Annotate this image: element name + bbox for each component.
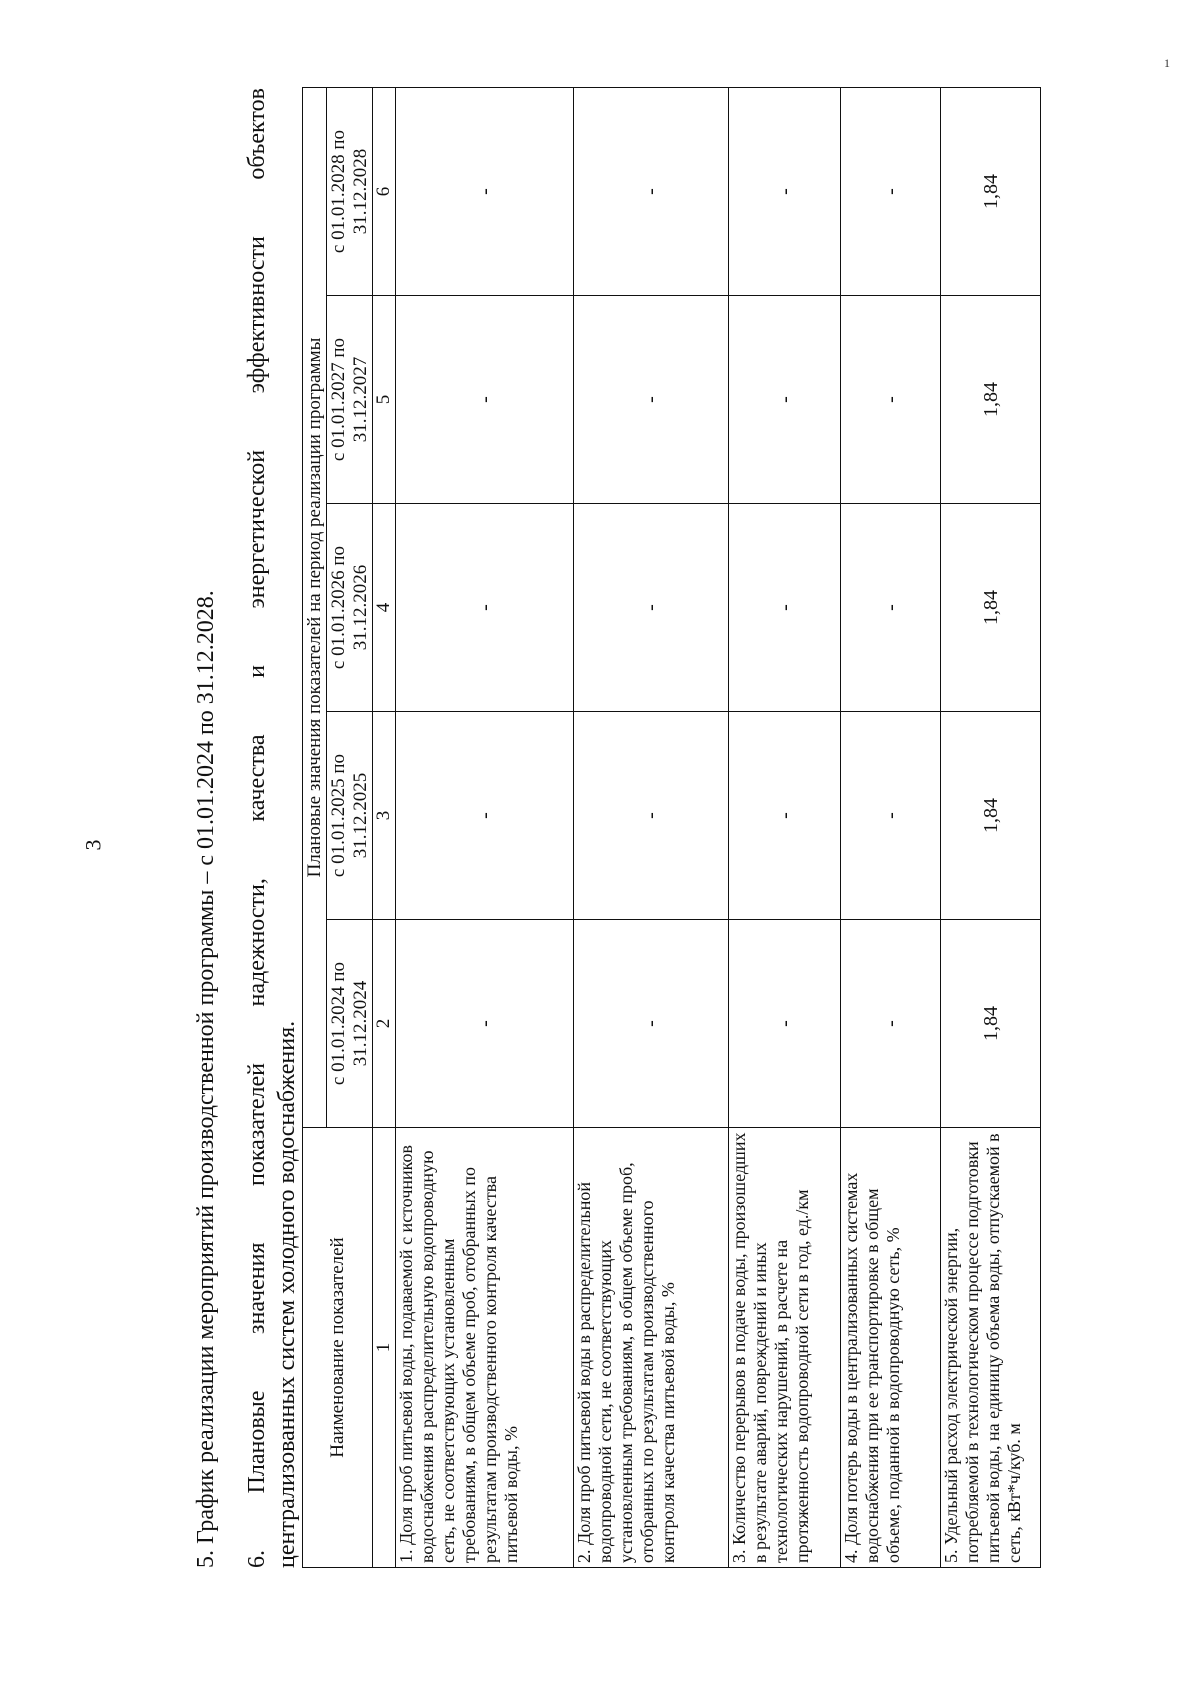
section-6-word: 6. [244,1550,270,1568]
page-number: 3 [80,839,106,851]
indicators-table [302,87,1041,1568]
indicator-value: 1,84 [941,88,1041,296]
header-period: с 01.01.2028 по 31.12.2028 [327,88,373,296]
indicator-name: 1. Доля проб питьевой воды, подаваемой с источников водоснабжения в распределительную водопроводную сеть, не соответствующих установленным требованиям, в общем объеме проб, отобранных по результатам производственного контроля качества питьевой воды, % [396,1128,574,1568]
indicator-name: 2. Доля проб питьевой воды в распределительной водопроводной сети, не соответствующих установленным требованиям, в общем объеме проб, отобранных по результатам производственного контроля качества питьевой воды, % [574,1128,729,1568]
indicator-name: 3. Количество перерывов в подаче воды, произошедших в результате аварий, повреждений и иных технологических нарушений, в расчете на протяженность водопроводной сети в год, ед./км [729,1128,841,1568]
header-plan-values: Плановые значения показателей на период реализации программы [303,88,327,1128]
header-period: с 01.01.2025 по 31.12.2025 [327,712,373,920]
indicator-value: - [396,712,574,920]
column-number: 2 [373,920,396,1128]
rotated-content [190,88,1090,1568]
section-6-word: объектов [244,88,270,180]
section-6-heading [242,88,302,1568]
section-6-word: энергетической [244,449,270,609]
header-period: с 01.01.2027 по 31.12.2027 [327,296,373,504]
table-row [574,88,729,1568]
indicator-value: - [574,88,729,296]
column-number: 6 [373,88,396,296]
table-header-row [303,88,327,1568]
indicator-value: - [729,296,841,504]
table-row [841,88,941,1568]
indicator-value: - [574,712,729,920]
indicator-value: - [841,296,941,504]
section-6-line-1 [242,88,272,1568]
indicator-value: - [841,88,941,296]
column-number: 4 [373,504,396,712]
section-6-line-2: централизованных систем холодного водоснабжения. [274,1020,300,1568]
header-period: с 01.01.2024 по 31.12.2024 [327,920,373,1128]
indicator-value: - [729,920,841,1128]
header-indicator-name: Наименование показателей [303,1128,373,1568]
section-6-word: Плановые [244,1390,270,1494]
indicator-value: - [729,504,841,712]
indicator-value: - [396,920,574,1128]
table-row [396,88,574,1568]
section-6-word: и [244,665,270,678]
indicator-value: - [574,920,729,1128]
column-number: 1 [373,1128,396,1568]
table-row [941,88,1041,1568]
table-column-numbers-row [373,88,396,1568]
indicator-value: - [729,712,841,920]
indicator-name: 4. Доля потерь воды в централизованных системах водоснабжения при ее транспортировке в общем объеме, поданной в водопроводную сеть, % [841,1128,941,1568]
indicator-name: 5. Удельный расход электрической энергии, потребляемой в технологическом процессе подготовки питьевой воды, на единицу объема воды, отпускаемой в сеть, кВт*ч/куб. м [941,1128,1041,1568]
header-period: с 01.01.2026 по 31.12.2026 [327,504,373,712]
section-5-heading: 5. График реализации мероприятий производственной программы – с 01.01.2024 по 31.12.2028. [193,590,219,1568]
table-row [729,88,841,1568]
indicator-value: - [396,504,574,712]
indicator-value: - [396,296,574,504]
indicator-value: - [841,504,941,712]
edge-mark: 1 [1164,56,1170,70]
indicator-value: - [396,88,574,296]
indicator-value: 1,84 [941,504,1041,712]
section-6-word: качества [244,734,270,822]
indicator-value: - [574,296,729,504]
column-number: 5 [373,296,396,504]
indicator-value: - [574,504,729,712]
section-6-word: эффективности [244,236,270,394]
section-6-word: показателей [244,1063,270,1186]
indicator-value: 1,84 [941,920,1041,1128]
column-number: 3 [373,712,396,920]
indicator-value: 1,84 [941,712,1041,920]
indicator-value: - [841,920,941,1128]
indicator-value: 1,84 [941,296,1041,504]
section-6-word: надежности, [244,878,270,1007]
section-6-word: значения [244,1242,270,1334]
indicator-value: - [841,712,941,920]
indicator-value: - [729,88,841,296]
